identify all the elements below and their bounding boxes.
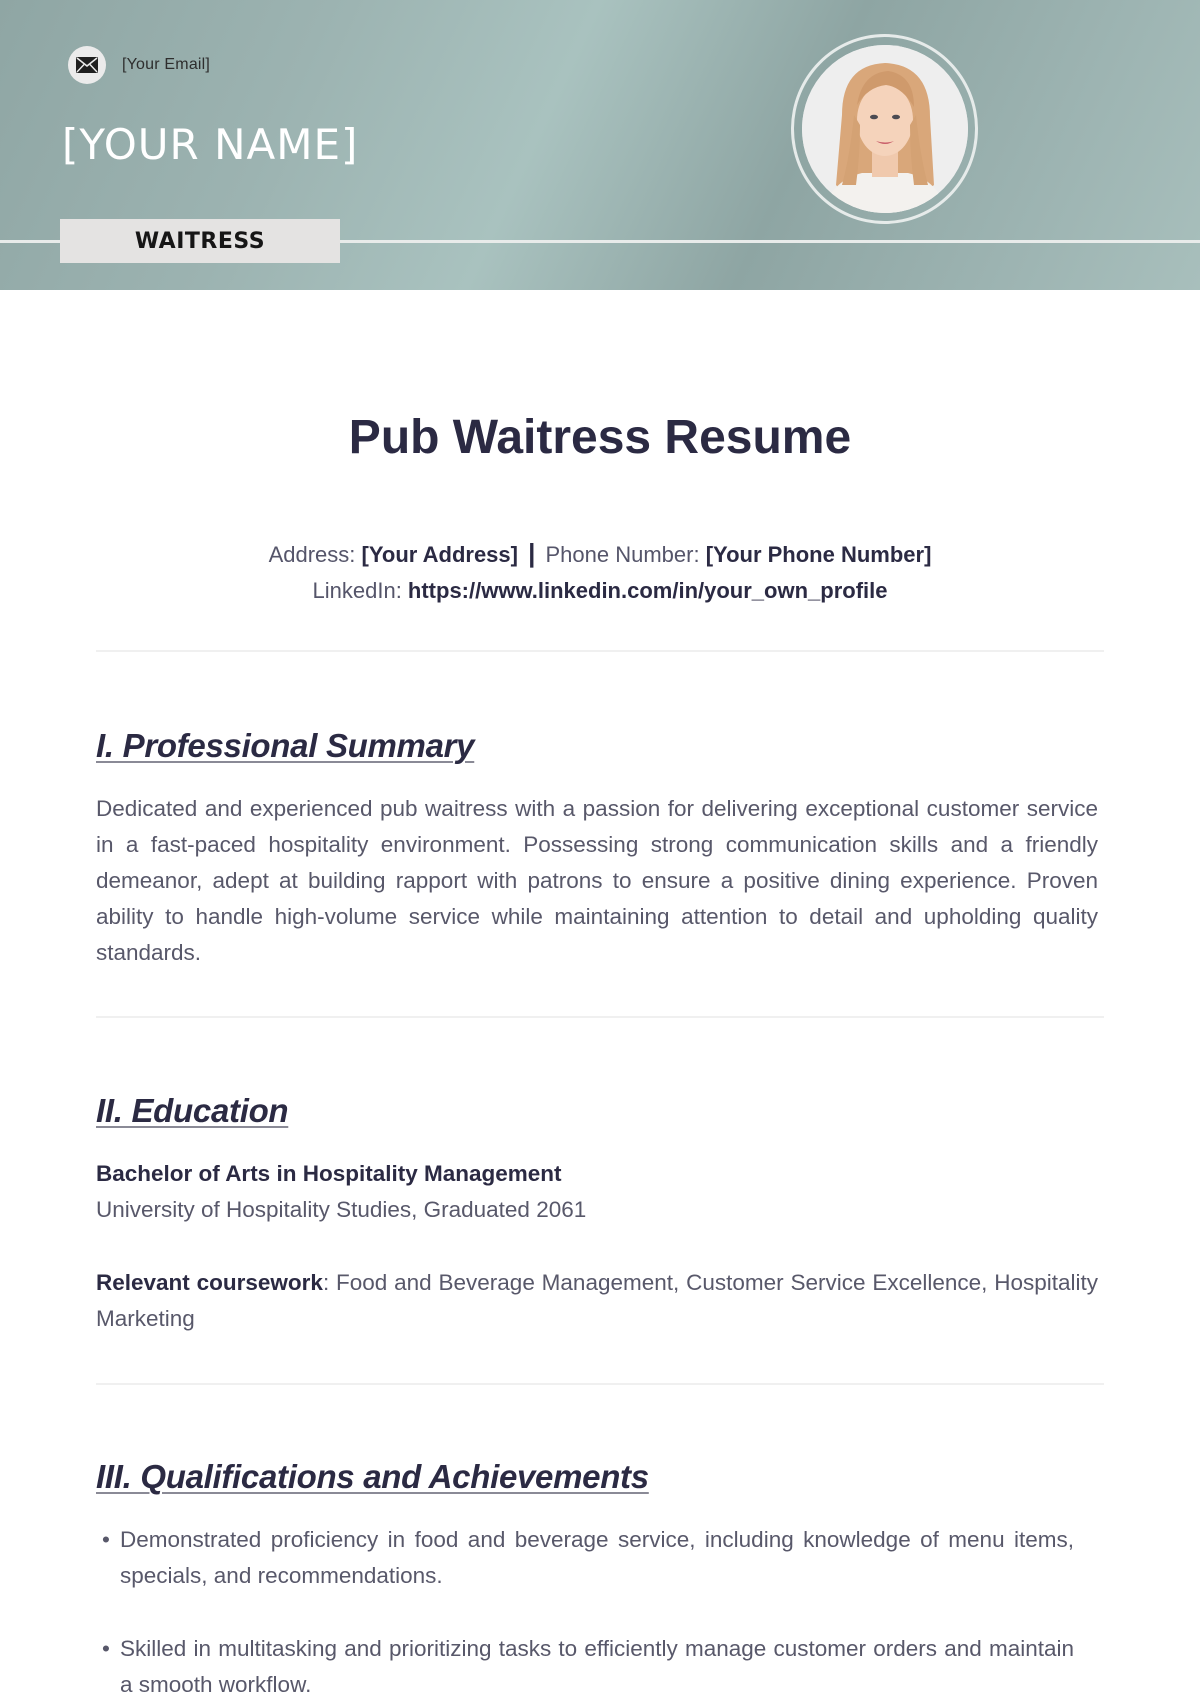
envelope-icon bbox=[68, 46, 106, 84]
avatar bbox=[802, 45, 968, 213]
linkedin-label: LinkedIn: bbox=[312, 578, 408, 603]
summary-text: Dedicated and experienced pub waitress with a passion for delivering exceptional customer service in a fast-paced hospitality environment. Possessing strong communication skills and a friendly demeanor, adept at building rapport with patrons to ensure a positive dining experience. Proven ability to handle high-volume service while maintaining attention to detail and upholding quality standards. bbox=[96, 796, 1098, 965]
avatar-frame bbox=[791, 34, 978, 224]
list-item-text: Demonstrated proficiency in food and beverage service, including knowledge of menu items, specials, and recommendations. bbox=[120, 1527, 1074, 1588]
role-label: WAITRESS bbox=[134, 228, 266, 254]
section-heading-qualifications: III. Qualifications and Achievements bbox=[96, 1458, 649, 1495]
section-heading-summary: I. Professional Summary bbox=[96, 727, 475, 764]
list-item-text: Skilled in multitasking and prioritizing tasks to efficiently manage customer orders and maintain a smooth workflow. bbox=[120, 1636, 1074, 1697]
coursework-list: : Food and Beverage Management, Customer Service Excellence, Hospitality Marketing bbox=[96, 1270, 1099, 1331]
coursework-label: Relevant coursework bbox=[96, 1270, 323, 1295]
section-heading-education: II. Education bbox=[96, 1092, 289, 1129]
email-text: [Your Email] bbox=[122, 56, 211, 73]
contact-info bbox=[0, 535, 1200, 609]
address-label: Address: bbox=[268, 542, 362, 567]
education-coursework bbox=[96, 1265, 1098, 1337]
phone-label: Phone Number: bbox=[539, 542, 706, 567]
role-badge bbox=[60, 219, 340, 263]
document-title: Pub Waitress Resume bbox=[348, 411, 852, 464]
contact-separator: | bbox=[528, 538, 536, 568]
qualifications-list bbox=[96, 1522, 1074, 1700]
education-school: University of Hospitality Studies, Graduated 2061 bbox=[96, 1197, 587, 1222]
contact-line-2 bbox=[0, 573, 1200, 609]
divider bbox=[96, 1383, 1104, 1385]
list-item bbox=[96, 1631, 1074, 1700]
list-item bbox=[96, 1522, 1074, 1594]
divider bbox=[96, 650, 1104, 652]
bullet-icon: • bbox=[102, 1636, 110, 1661]
contact-line-1 bbox=[0, 535, 1200, 573]
address-value: [Your Address] bbox=[361, 542, 518, 567]
phone-value: [Your Phone Number] bbox=[705, 542, 932, 567]
bullet-icon: • bbox=[102, 1527, 110, 1552]
candidate-name: [YOUR NAME] bbox=[62, 120, 359, 169]
linkedin-link[interactable]: https://www.linkedin.com/in/your_own_profile bbox=[407, 578, 888, 603]
header-banner bbox=[0, 0, 1200, 290]
email-row bbox=[68, 46, 210, 84]
divider bbox=[96, 1016, 1104, 1018]
education-degree: Bachelor of Arts in Hospitality Management bbox=[96, 1161, 562, 1186]
